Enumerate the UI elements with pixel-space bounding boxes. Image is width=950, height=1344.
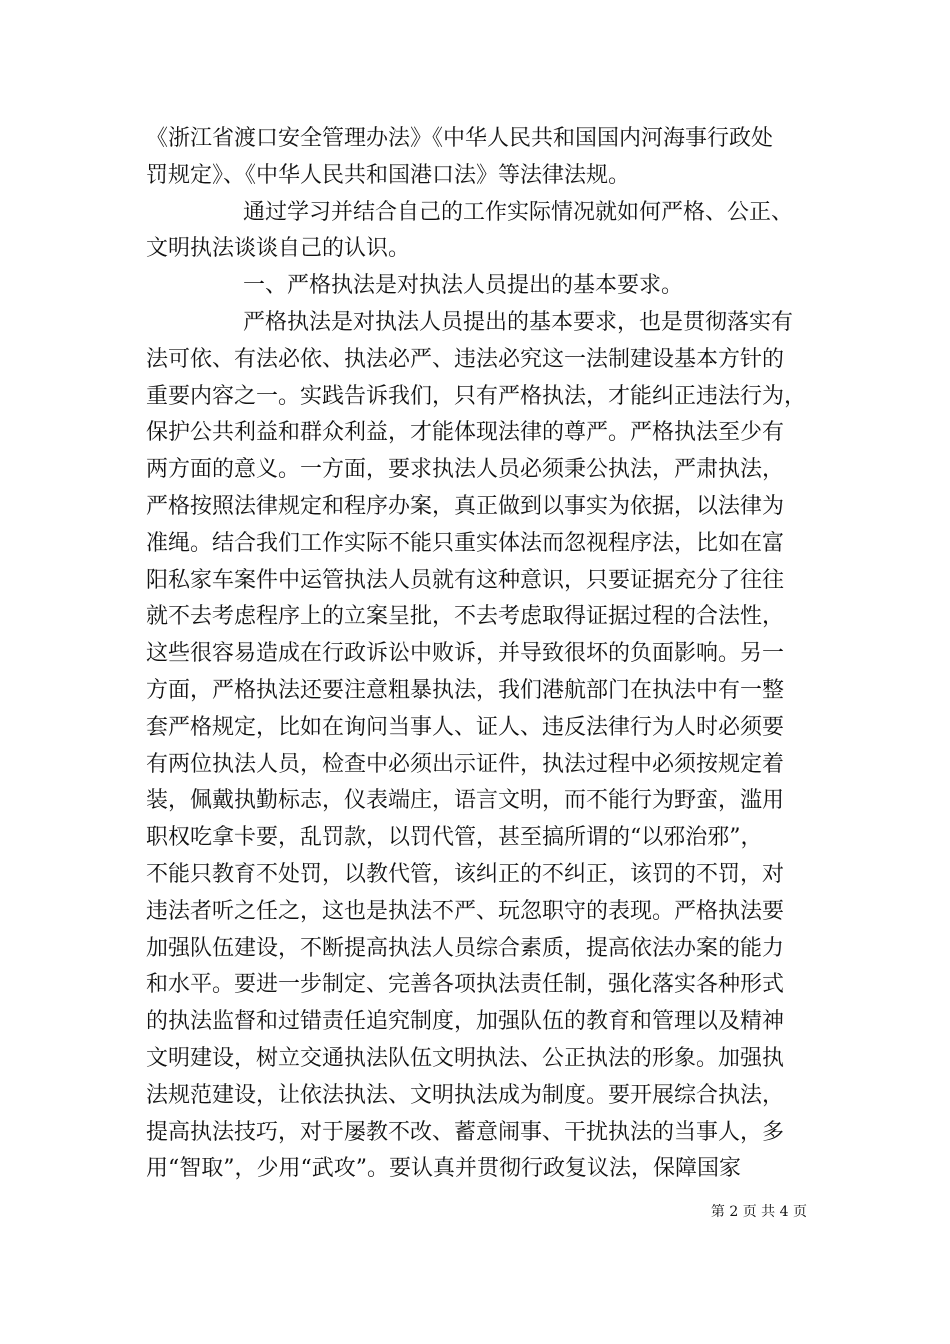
text-line: 方面，严格执法还要注意粗暴执法，我们港航部门在执法中有一整 [146,677,785,703]
section-heading: 一、严格执法是对执法人员提出的基本要求。 [243,273,684,299]
text-line: 准绳。结合我们工作实际不能只重实体法而忽视程序法，比如在富 [146,530,785,556]
text-line: 重要内容之一。实践告诉我们，只有严格执法，才能纠正违法行为， [146,383,807,409]
text-line: 《浙江省渡口安全管理办法》《中华人民共和国国内河海事行政处 [146,126,774,151]
text-line: 法可依、有法必依、执法必严、违法必究这一法制建设基本方针的 [146,346,785,372]
page-footer [0,1203,950,1221]
text-line: 的执法监督和过错责任追究制度，加强队伍的教育和管理以及精神 [146,1009,785,1035]
text-line: 阳私家车案件中运管执法人员就有这种意识，只要证据充分了往往 [146,567,785,593]
text-line: 套严格规定，比如在询问当事人、证人、违反法律行为人时必须要 [146,714,785,740]
text-line: 用“智取”，少用“武攻”。要认真并贯彻行政复议法，保障国家 [146,1156,741,1182]
text-line: 职权吃拿卡要，乱罚款，以罚代管，甚至搞所谓的“以邪治邪”， [146,825,763,851]
text-line: 法规范建设，让依法执法、文明执法成为制度。要开展综合执法， [146,1082,785,1108]
text-line: 有两位执法人员，检查中必须出示证件，执法过程中必须按规定着 [146,751,785,777]
paragraph-start-line: 严格执法是对执法人员提出的基本要求，也是贯彻落实有 [243,309,794,335]
text-line: 装，佩戴执勤标志，仪表端庄，语言文明，而不能行为野蛮，滥用 [146,788,785,814]
paragraph-start-line: 通过学习并结合自己的工作实际情况就如何严格、公正、 [243,199,794,225]
text-line: 和水平。要进一步制定、完善各项执法责任制，强化落实各种形式 [146,972,785,998]
text-line: 两方面的意义。一方面，要求执法人员必须秉公执法，严肃执法， [146,457,785,483]
body-text [146,121,826,1188]
text-line: 文明建设，树立交通执法队伍文明执法、公正执法的形象。加强执 [146,1045,785,1071]
text-line: 这些很容易造成在行政诉讼中败诉，并导致很坏的负面影响。另一 [146,641,785,667]
text-line: 严格按照法律规定和程序办案，真正做到以事实为依据，以法律为 [146,493,785,519]
page-number: 第 2 页 共 4 页 [710,1204,807,1220]
text-line: 保护公共利益和群众利益，才能体现法律的尊严。严格执法至少有 [146,420,785,446]
text-line: 加强队伍建设，不断提高执法人员综合素质，提高依法办案的能力 [146,935,785,961]
text-line: 罚规定》、《中华人民共和国港口法》等法律法规。 [146,162,631,188]
text-line: 提高执法技巧，对于屡教不改、蓄意闹事、干扰执法的当事人，多 [146,1119,785,1145]
text-line: 不能只教育不处罚，以教代管，该纠正的不纠正，该罚的不罚，对 [146,861,785,887]
text-line: 违法者听之任之，这也是执法不严、玩忽职守的表现。严格执法要 [146,898,785,924]
text-line: 文明执法谈谈自己的认识。 [146,236,411,262]
text-line: 就不去考虑程序上的立案呈批，不去考虑取得证据过程的合法性， [146,604,785,630]
